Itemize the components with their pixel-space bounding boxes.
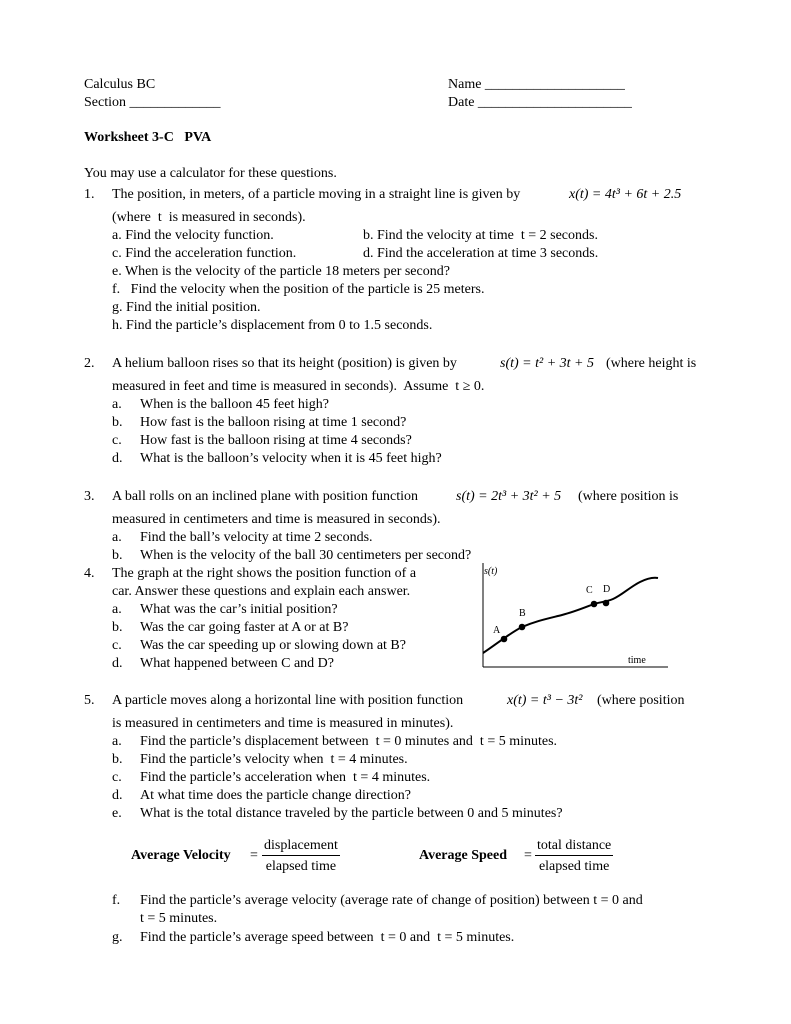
q4-part-d: What happened between C and D? (140, 656, 334, 671)
q4-stem: The graph at the right shows the position function of a (112, 566, 417, 581)
avg-speed-label: Average Speed (419, 848, 507, 863)
course-title: Calculus BC (84, 77, 156, 92)
position-curve (483, 578, 658, 653)
q5-formula: x(t) = t³ − 3t² (507, 693, 583, 708)
q5-part-a-letter: a. (112, 734, 122, 749)
q4-part-c-letter: c. (112, 638, 122, 653)
name-field[interactable]: Name ____________________ (448, 77, 625, 92)
q3-part-b: When is the velocity of the ball 30 centimeters per second? (140, 548, 472, 563)
intro-text: You may use a calculator for these questions. (84, 166, 337, 181)
graph-point-b (519, 624, 526, 631)
q1-part-f: f. Find the velocity when the position of the particle is 25 meters. (112, 282, 485, 297)
avg-velocity-denominator: elapsed time (265, 859, 337, 874)
q4-part-d-letter: d. (112, 656, 123, 671)
q2-part-a-letter: a. (112, 397, 122, 412)
q3-stem-tail: (where position is (578, 489, 679, 504)
avg-velocity-fraction (262, 837, 340, 875)
section-field[interactable]: Section _____________ (84, 95, 221, 110)
q1-formula: x(t) = 4t³ + 6t + 2.5 (569, 187, 682, 202)
q1-number: 1. (84, 187, 95, 202)
q2-part-d: What is the balloon’s velocity when it is 45 feet high? (140, 451, 442, 466)
q1-part-c: c. Find the acceleration function. (112, 246, 297, 261)
q4-part-c: Was the car speeding up or slowing down at B? (140, 638, 406, 653)
q3-part-a-letter: a. (112, 530, 122, 545)
q1-part-g: g. Find the initial position. (112, 300, 261, 315)
q1-stem: The position, in meters, of a particle moving in a straight line is given by (112, 187, 521, 202)
q2-stem-tail: (where height is (606, 356, 697, 371)
q5-part-b: Find the particle’s velocity when t = 4 minutes. (140, 752, 408, 767)
avg-speed-numerator: total distance (535, 837, 613, 856)
worksheet-title: Worksheet 3-C PVA (84, 130, 212, 145)
graph-point-a (501, 636, 508, 643)
q1-part-a: a. Find the velocity function. (112, 228, 274, 243)
q5-stem-cont: is measured in centimeters and time is measured in minutes). (112, 716, 454, 731)
q5-part-f-cont: t = 5 minutes. (140, 911, 218, 926)
graph-label-c: C (586, 585, 593, 596)
graph-label-d: D (603, 584, 611, 595)
position-graph (470, 561, 670, 673)
date-field[interactable]: Date ______________________ (448, 95, 632, 110)
q5-part-c-letter: c. (112, 770, 122, 785)
q2-formula: s(t) = t² + 3t + 5 (500, 356, 594, 371)
q2-number: 2. (84, 356, 95, 371)
graph-ylabel: s(t) (484, 566, 498, 577)
graph-label-a: A (493, 625, 501, 636)
q2-part-a: When is the balloon 45 feet high? (140, 397, 329, 412)
avg-speed-equals: = (524, 848, 532, 863)
q4-part-a: What was the car’s initial position? (140, 602, 338, 617)
avg-velocity-numerator: displacement (262, 837, 340, 856)
graph-point-d (603, 600, 610, 607)
q5-part-g-letter: g. (112, 930, 123, 945)
q2-part-b-letter: b. (112, 415, 123, 430)
q3-stem-cont: measured in centimeters and time is measured in seconds). (112, 512, 441, 527)
avg-velocity-equals: = (250, 848, 258, 863)
q2-part-c-letter: c. (112, 433, 122, 448)
q5-part-d: At what time does the particle change direction? (140, 788, 411, 803)
q3-stem: A ball rolls on an inclined plane with position function (112, 489, 419, 504)
q5-part-d-letter: d. (112, 788, 123, 803)
q2-part-d-letter: d. (112, 451, 123, 466)
q2-part-b: How fast is the balloon rising at time 1 second? (140, 415, 407, 430)
q5-number: 5. (84, 693, 95, 708)
q4-part-b: Was the car going faster at A or at B? (140, 620, 349, 635)
q5-part-a: Find the particle’s displacement between t = 0 minutes and t = 5 minutes. (140, 734, 558, 749)
q5-stem-tail: (where position (597, 693, 685, 708)
graph-xlabel: time (628, 655, 646, 666)
q1-part-e: e. When is the velocity of the particle 18 meters per second? (112, 264, 450, 279)
q5-part-e-letter: e. (112, 806, 122, 821)
avg-speed-fraction (535, 837, 613, 875)
q1-part-d: d. Find the acceleration at time 3 seconds. (363, 246, 599, 261)
q5-part-g: Find the particle’s average speed between t = 0 and t = 5 minutes. (140, 930, 515, 945)
q3-formula: s(t) = 2t³ + 3t² + 5 (456, 489, 562, 504)
avg-velocity-label: Average Velocity (131, 848, 231, 863)
graph-label-b: B (519, 608, 526, 619)
q4-part-b-letter: b. (112, 620, 123, 635)
q3-number: 3. (84, 489, 95, 504)
graph-point-c (591, 601, 598, 608)
q3-part-b-letter: b. (112, 548, 123, 563)
q1-part-b: b. Find the velocity at time t = 2 seconds. (363, 228, 598, 243)
avg-speed-denominator: elapsed time (538, 859, 610, 874)
q1-part-h: h. Find the particle’s displacement from 0 to 1.5 seconds. (112, 318, 433, 333)
q3-part-a: Find the ball’s velocity at time 2 seconds. (140, 530, 373, 545)
q5-part-e: What is the total distance traveled by the particle between 0 and 5 minutes? (140, 806, 563, 821)
q5-part-f: Find the particle’s average velocity (average rate of change of position) between t = 0 and (140, 893, 643, 908)
q5-part-f-letter: f. (112, 893, 121, 908)
q4-stem-cont: car. Answer these questions and explain each answer. (112, 584, 411, 599)
q5-stem: A particle moves along a horizontal line with position function (112, 693, 464, 708)
q2-stem-cont: measured in feet and time is measured in seconds). Assume t ≥ 0. (112, 379, 485, 394)
q2-part-c: How fast is the balloon rising at time 4 seconds? (140, 433, 412, 448)
q4-number: 4. (84, 566, 95, 581)
q5-part-b-letter: b. (112, 752, 123, 767)
q1-stem-cont: (where t is measured in seconds). (112, 210, 306, 225)
q5-part-c: Find the particle’s acceleration when t = 4 minutes. (140, 770, 431, 785)
q2-stem: A helium balloon rises so that its height (position) is given by (112, 356, 457, 371)
q4-part-a-letter: a. (112, 602, 122, 617)
